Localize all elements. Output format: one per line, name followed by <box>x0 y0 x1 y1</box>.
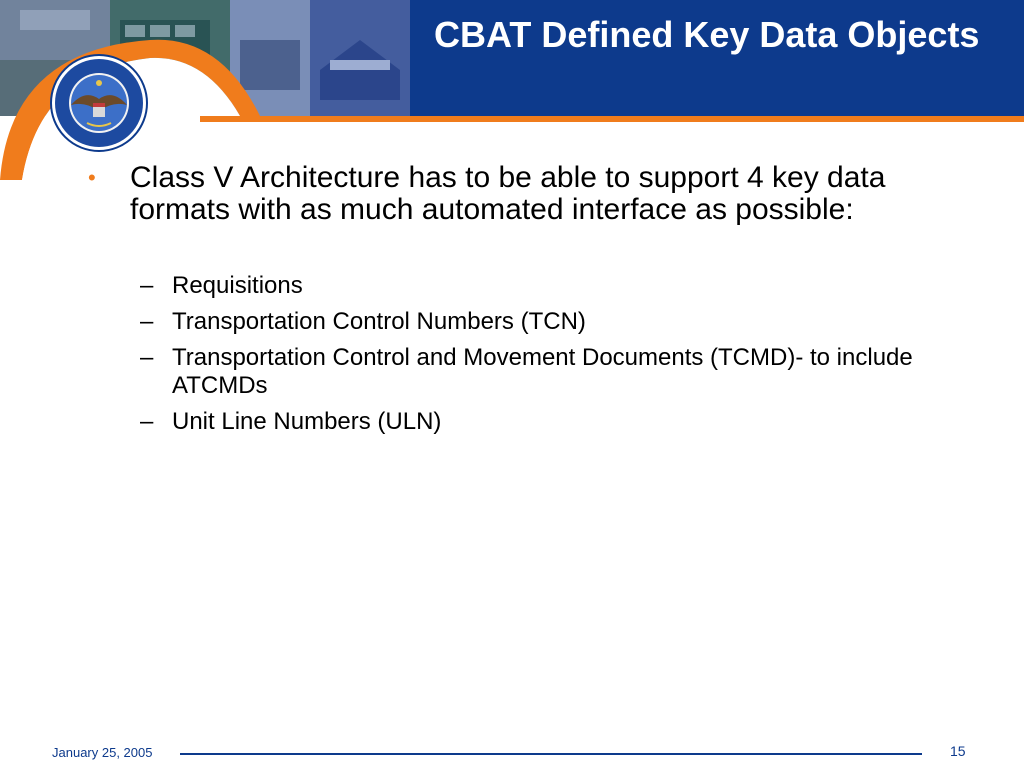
dash-icon: – <box>140 344 154 371</box>
main-bullet <box>84 162 944 226</box>
slide-body <box>84 162 944 444</box>
dod-seal-icon <box>49 53 149 153</box>
list-item <box>140 408 944 436</box>
list-item <box>140 308 944 336</box>
footer-rule <box>180 753 922 755</box>
list-item-text: Unit Line Numbers (ULN) <box>172 408 442 435</box>
dash-icon: – <box>140 272 154 299</box>
main-bullet-text: Class V Architecture has to be able to support 4 key data formats with as much automated interface as possible: <box>130 161 886 226</box>
header-orange-rule <box>200 116 1024 122</box>
page-number: 15 <box>950 743 966 759</box>
list-item <box>140 344 944 400</box>
list-item <box>140 272 944 300</box>
dash-icon: – <box>140 308 154 335</box>
sub-bullet-list <box>84 272 944 436</box>
slide-title: CBAT Defined Key Data Objects <box>434 14 980 55</box>
bullet-icon: • <box>88 165 96 190</box>
dash-icon: – <box>140 408 154 435</box>
list-item-text: Transportation Control Numbers (TCN) <box>172 308 586 335</box>
list-item-text: Transportation Control and Movement Documents (TCMD)- to include ATCMDs <box>172 344 913 399</box>
list-item-text: Requisitions <box>172 272 303 299</box>
footer-date: January 25, 2005 <box>52 745 153 760</box>
